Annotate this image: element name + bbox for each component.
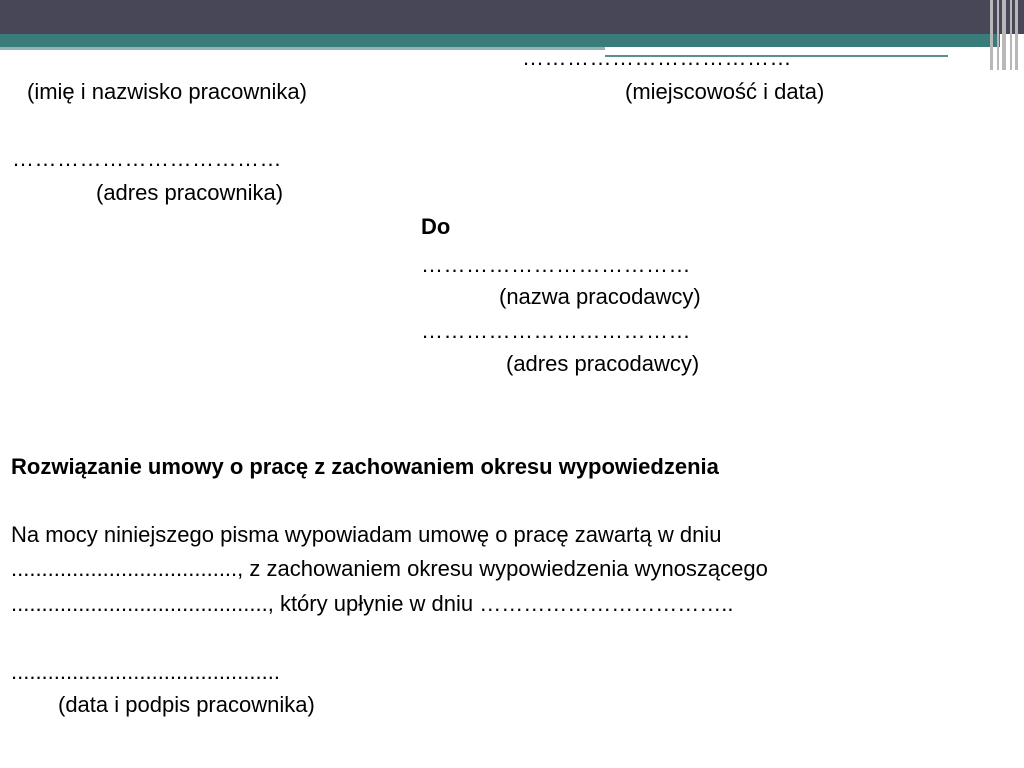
employer-name-dots: ……………………………… <box>421 252 691 277</box>
employer-address-label: (adres pracodawcy) <box>506 351 700 376</box>
body-line-3: .........................................., który upłynie w dniu …………………………….. <box>11 591 734 616</box>
employee-address-label: (adres pracownika) <box>96 180 284 205</box>
to-label: Do <box>421 214 451 239</box>
employer-address-dots: ……………………………… <box>421 318 691 343</box>
accent-bar <box>0 34 1000 47</box>
document-title: Rozwiązanie umowy o pracę z zachowaniem okresu wypowiedzenia <box>11 454 719 479</box>
employee-address-dots: ……………………………… <box>12 146 282 171</box>
employee-name-label: (imię i nazwisko pracownika) <box>27 79 307 104</box>
corner-stripes <box>988 0 1024 70</box>
body-line-2: ....................................., z zachowaniem okresu wypowiedzenia wynoszącego <box>11 556 768 581</box>
signature-label: (data i podpis pracownika) <box>58 692 315 717</box>
employer-name-label: (nazwa pracodawcy) <box>499 284 701 309</box>
body-line-1: Na mocy niniejszego pisma wypowiadam umowę o pracę zawartą w dniu <box>11 522 722 547</box>
place-date-label: (miejscowość i data) <box>625 79 825 104</box>
top-bar <box>0 0 1024 34</box>
signature-dots: ............................................ <box>11 659 280 684</box>
place-date-dots: ……………………………… <box>522 45 792 70</box>
accent-bar-light <box>0 47 605 50</box>
